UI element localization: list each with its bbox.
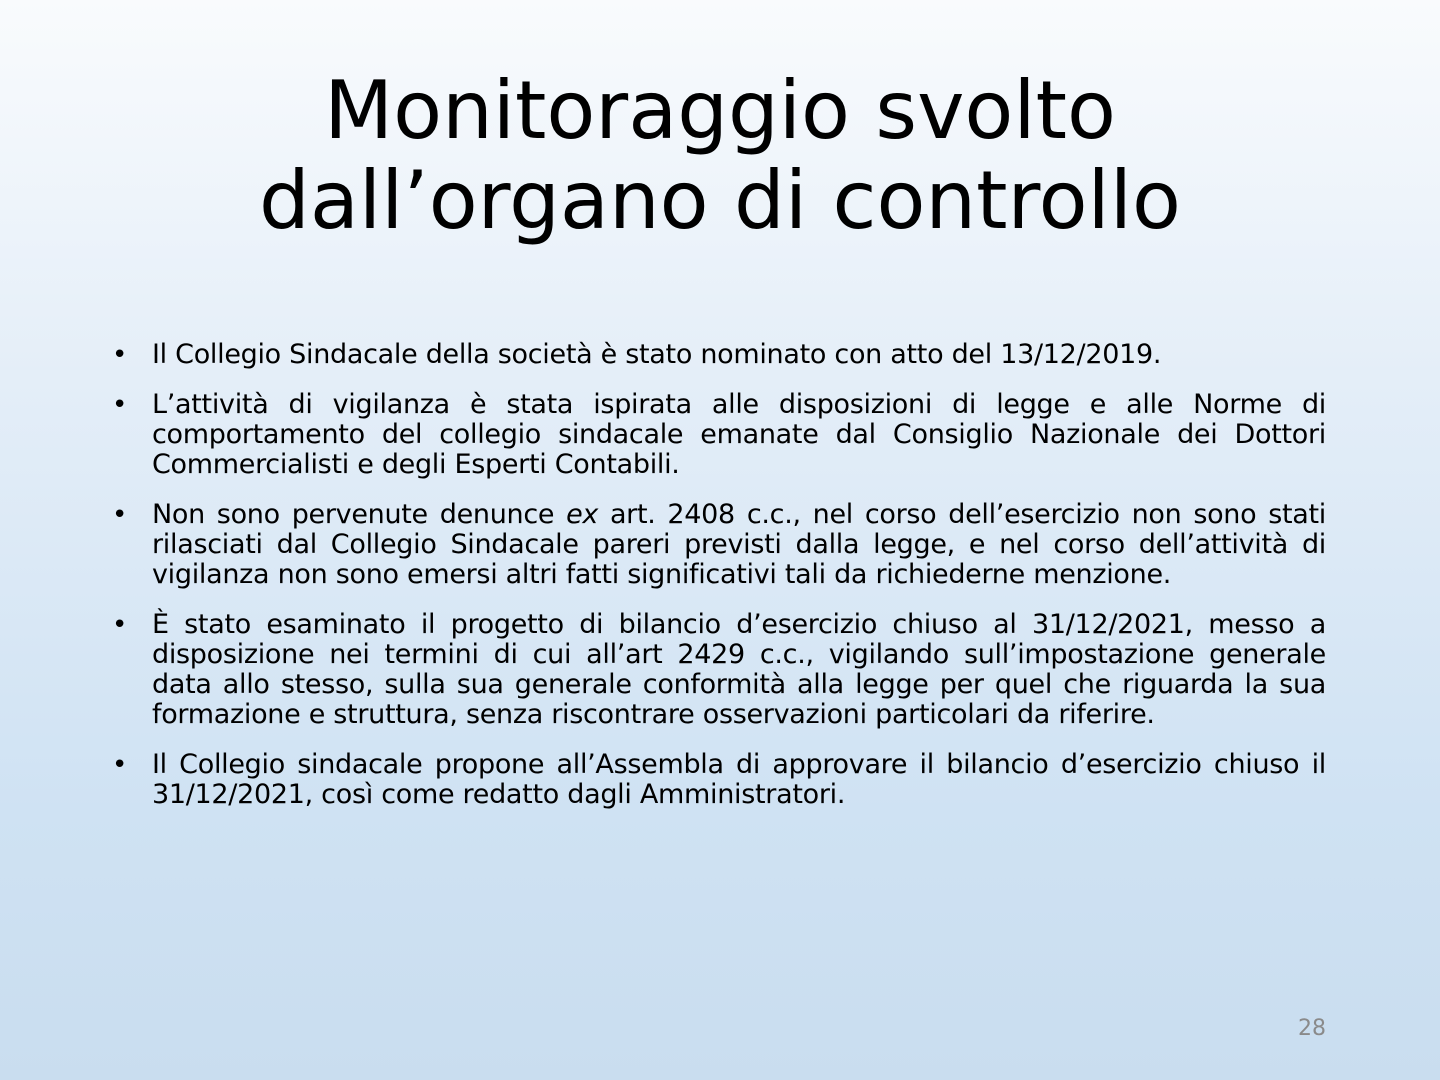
bullet-icon: • bbox=[112, 610, 128, 640]
page-number: 28 bbox=[1298, 1016, 1326, 1041]
bullet-icon: • bbox=[112, 340, 128, 370]
list-item-text: È stato esaminato il progetto di bilancio d’esercizio chiuso al 31/12/2021, messo a disposizione nei termini di cui all’art 2429 c.c., vigilando sull’impostazione generale data allo stesso, sulla sua generale conformità alla legge per quel che riguarda la sua formazione e struttura, senza riscontrare osservazioni particolari da riferire. bbox=[152, 609, 1326, 730]
list-item bbox=[112, 500, 1326, 590]
list-item bbox=[112, 340, 1326, 370]
slide-title-line-1: Monitoraggio svolto bbox=[324, 64, 1116, 157]
bullet-icon: • bbox=[112, 390, 128, 420]
list-item bbox=[112, 610, 1326, 730]
list-item-text: Il Collegio Sindacale della società è stato nominato con atto del 13/12/2019. bbox=[152, 339, 1162, 370]
list-item-text-part: art. 2408 c.c., nel corso dell’esercizio non sono stati rilasciati dal Collegio Sindacale pareri previsti dalla legge, e nel corso dell’attività di vigilanza non sono emersi altri fatti significativi tali da richiederne menzione. bbox=[152, 499, 1326, 590]
list-item-text: L’attività di vigilanza è stata ispirata alle disposizioni di legge e alle Norme di comportamento del collegio sindacale emanate dal Consiglio Nazionale dei Dottori Commercialisti e degli Esperti Contabili. bbox=[152, 389, 1326, 480]
list-item bbox=[112, 750, 1326, 810]
bullet-list bbox=[112, 340, 1326, 830]
list-item-text: Il Collegio sindacale propone all’Assembla di approvare il bilancio d’esercizio chiuso il 31/12/2021, così come redatto dagli Amministratori. bbox=[152, 749, 1326, 810]
list-item bbox=[112, 390, 1326, 480]
slide-title-line-2: dall’organo di controllo bbox=[259, 154, 1181, 247]
list-item-text-italic: ex bbox=[566, 499, 599, 530]
bullet-icon: • bbox=[112, 500, 128, 530]
slide-title bbox=[100, 66, 1340, 246]
list-item-text-part: Non sono pervenute denunce bbox=[152, 499, 567, 530]
list-item-text bbox=[152, 500, 1326, 590]
bullet-icon: • bbox=[112, 750, 128, 780]
